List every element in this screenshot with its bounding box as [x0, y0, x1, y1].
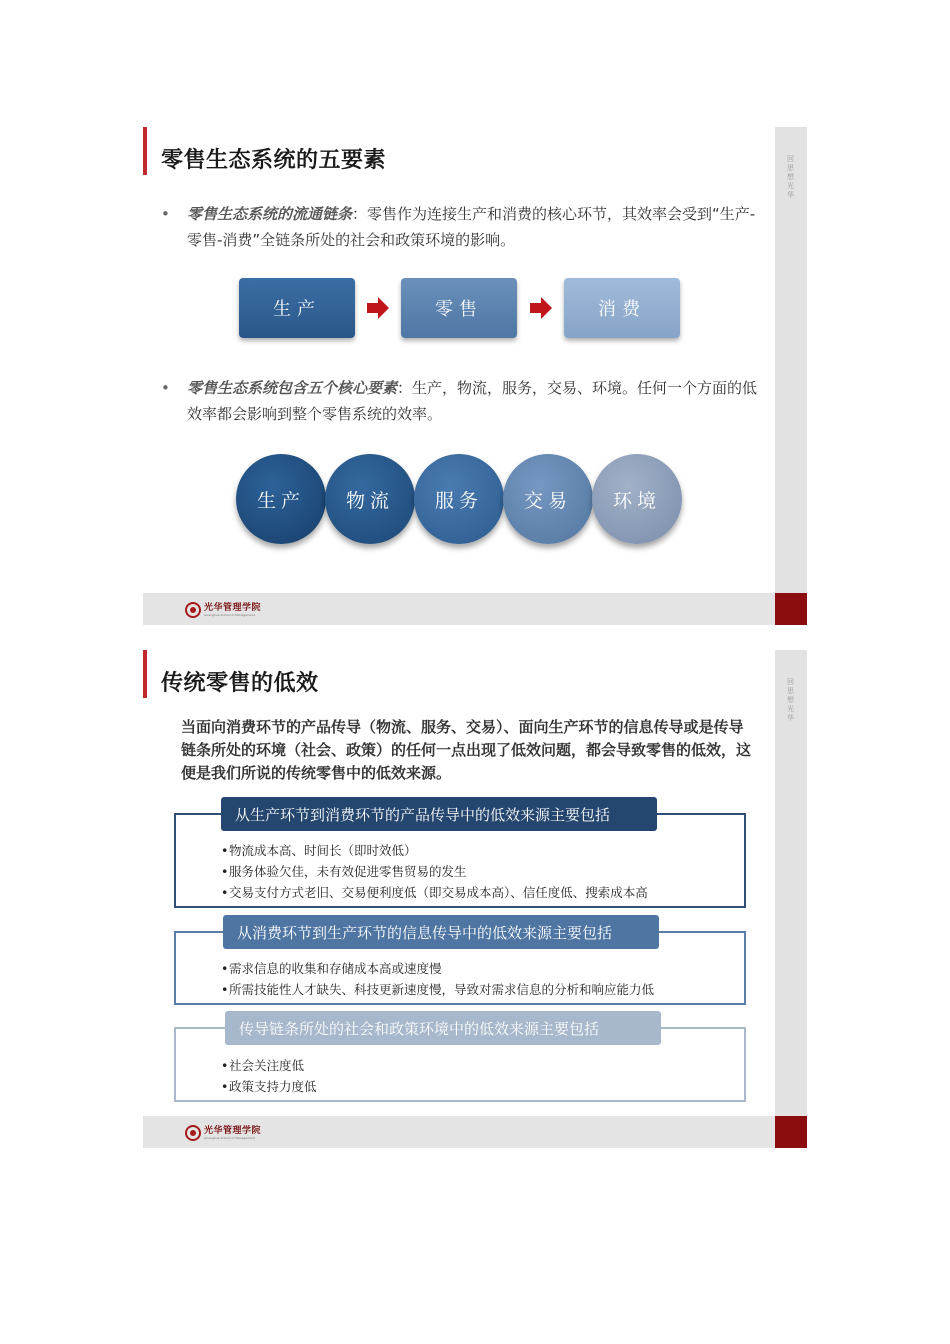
logo-subtitle: Guanghua School of Management [204, 1136, 255, 1140]
list-item: • 交易支付方式老旧、交易便利度低（即交易成本高）、信任度低、搜索成本高 [221, 882, 648, 903]
page-title: 零售生态系统的五要素 [161, 148, 387, 173]
panel-heading: 传导链条所处的社会和政策环境中的低效来源主要包括 [225, 1011, 661, 1045]
list-item: • 所需技能性人才缺失、科技更新速度慢，导致对需求信息的分析和响应能力低 [221, 979, 654, 1000]
list-item: • 需求信息的收集和存储成本高或速度慢 [221, 958, 654, 979]
bullet-core-elements [161, 375, 761, 427]
flow-step-production: 生产 [239, 278, 355, 338]
logo-name: 光华管理学院 [204, 603, 262, 613]
school-logo [185, 601, 261, 619]
panel-list [221, 840, 648, 903]
slide-five-elements [143, 127, 807, 625]
list-item: • 服务体验欠佳，未有效促进零售贸易的发生 [221, 861, 648, 882]
school-logo [185, 1124, 261, 1142]
bullet-marker: • [161, 205, 170, 223]
panel-list [221, 958, 654, 1000]
intro-paragraph: 当面向消费环节的产品传导（物流、服务、交易）、面向生产环节的信息传导或是传导链条所处的环境（社会、政策）的任何一点出现了低效问题，都会导致零售的低效，这便是我们所说的传统零售中的低效来源。 [181, 718, 752, 782]
footer [143, 1116, 775, 1148]
flow-arrow-icon [365, 295, 391, 321]
corner-block [775, 1116, 807, 1148]
logo-subtitle: Guanghua School of Management [204, 613, 255, 617]
flow-step-retail: 零售 [401, 278, 517, 338]
title-accent-bar [143, 127, 147, 175]
logo-name: 光华管理学院 [204, 1126, 262, 1136]
element-production: 生产 [236, 454, 326, 544]
element-environment: 环境 [592, 454, 682, 544]
footer [143, 593, 775, 625]
panel-list [221, 1055, 317, 1097]
panel-heading: 从生产环节到消费环节的产品传导中的低效来源主要包括 [221, 797, 657, 831]
list-item: • 社会关注度低 [221, 1055, 317, 1076]
element-service: 服务 [414, 454, 504, 544]
sidebar-text: 回思想 光华 [787, 678, 794, 722]
element-transaction: 交易 [503, 454, 593, 544]
list-item: • 物流成本高、时间长（即时效低） [221, 840, 648, 861]
list-item: • 政策支持力度低 [221, 1076, 317, 1097]
corner-block [775, 593, 807, 625]
bullet-emphasis: 零售生态系统的流通链条 [187, 205, 353, 223]
bullet-marker: • [161, 379, 170, 397]
bullet-circulation-chain [161, 201, 761, 253]
flow-arrow-icon [528, 295, 554, 321]
right-sidebar [775, 650, 807, 1148]
right-sidebar [775, 127, 807, 625]
sidebar-text: 回思想 光华 [787, 155, 794, 199]
page-title: 传统零售的低效 [161, 671, 319, 696]
bullet-text: ：零售作为连接生产和消费的核心环节，其效率会受到“生产-零售-消费”全链条所处的社会和政策环境的影响。 [187, 205, 756, 249]
panel-heading: 从消费环节到生产环节的信息传导中的低效来源主要包括 [223, 915, 659, 949]
flow-step-consumption: 消费 [564, 278, 680, 338]
title-accent-bar [143, 650, 147, 698]
element-logistics: 物流 [325, 454, 415, 544]
school-seal-icon [185, 1125, 201, 1141]
bullet-text: ：生产，物流，服务，交易、环境。任何一个方面的低效率都会影响到整个零售系统的效率。 [187, 379, 758, 423]
bullet-emphasis: 零售生态系统包含五个核心要素 [187, 379, 398, 397]
slide-traditional-inefficiency [143, 650, 807, 1148]
school-seal-icon [185, 602, 201, 618]
